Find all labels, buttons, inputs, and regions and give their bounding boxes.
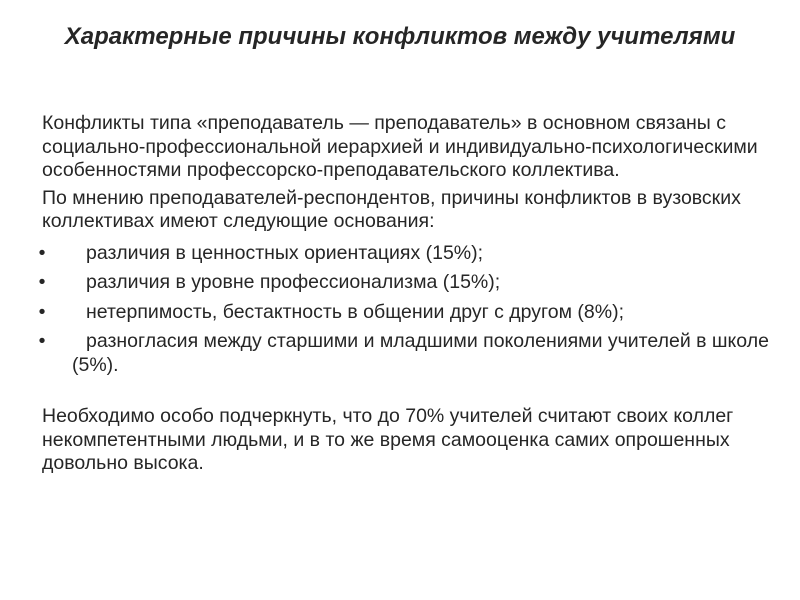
slide-content: [38, 112, 782, 476]
list-item-text: различия в ценностных ориентациях (15%);: [86, 241, 484, 264]
bullet-icon: •: [38, 330, 46, 352]
list-item-text: нетерпимость, бестактность в общении друг с другом (8%);: [86, 300, 624, 323]
list-item: [38, 271, 782, 295]
bullet-icon: •: [38, 241, 46, 264]
list-item-text: различия в уровне профессионализма (15%);: [86, 271, 501, 293]
list-item: [38, 330, 782, 377]
slide-title: Характерные причины конфликтов между учителями: [64, 23, 736, 50]
reasons-list: [38, 241, 782, 378]
list-item-text: разногласия между старшими и младшими поколениями учителей в школе (5%).: [72, 330, 769, 376]
paragraph-respondents: По мнению преподавателей-респондентов, причины конфликтов в вузовских коллективах имеют следующие основания:: [42, 186, 741, 232]
paragraph-conclusion: Необходимо особо подчеркнуть, что до 70% учителей считают своих коллег некомпетентными людьми, и в то же время самооценка самих опрошенных довольно высока.: [42, 405, 734, 474]
bullet-icon: •: [38, 300, 46, 323]
list-item: [38, 241, 782, 266]
list-item: [38, 300, 782, 325]
paragraph-intro: Конфликты типа «преподаватель — преподаватель» в основном связаны с социально-профессиональной иерархией и индивидуально-психологическими особенностями профессорско-преподавательского коллектива.: [42, 112, 758, 181]
bullet-icon: •: [38, 271, 46, 293]
